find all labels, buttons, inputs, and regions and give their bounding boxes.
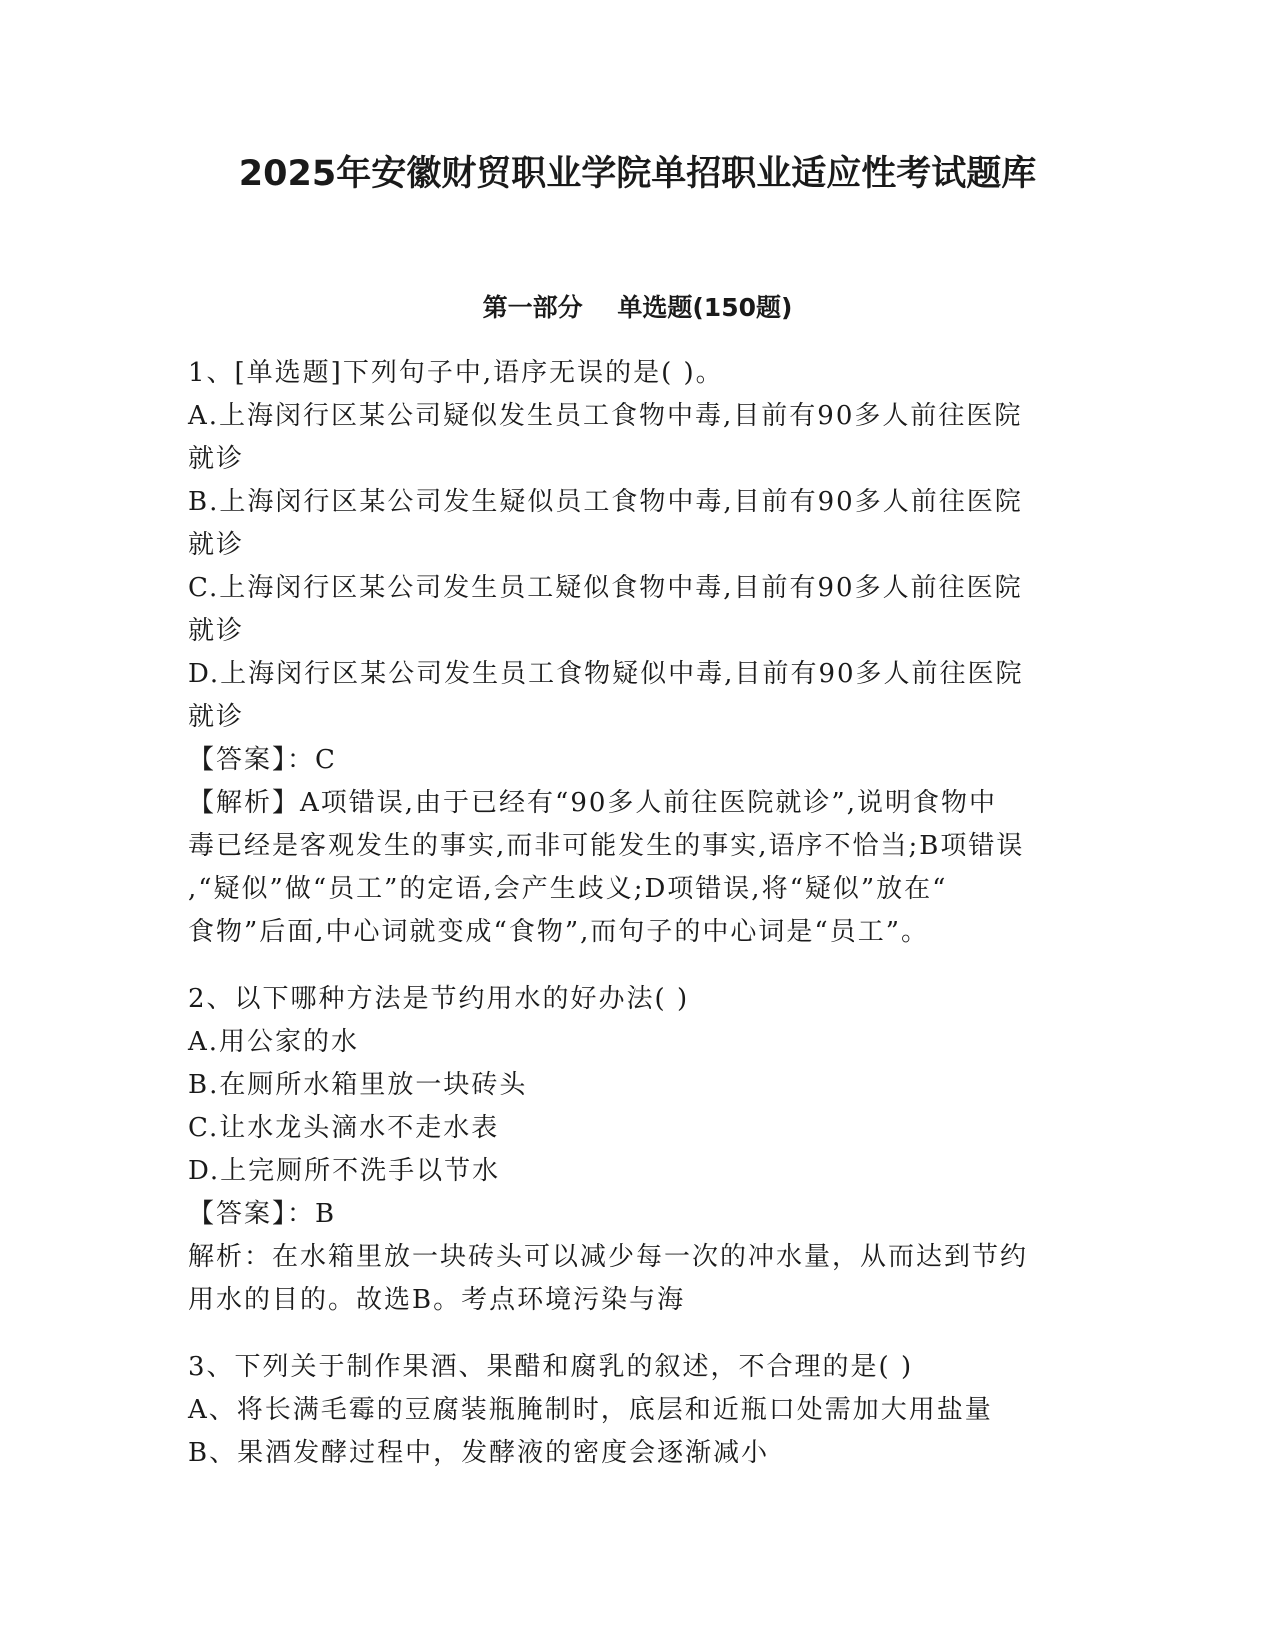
question-2-option-b: B.在厕所水箱里放一块砖头 bbox=[188, 1070, 528, 1100]
question-1-option-c-cont: 就诊 bbox=[188, 616, 245, 646]
question-3 bbox=[188, 1346, 1088, 1475]
question-1-option-b-cont: 就诊 bbox=[188, 530, 245, 560]
question-1-option-d-cont: 就诊 bbox=[188, 702, 245, 732]
question-3-option-a: A、将长满毛霉的豆腐装瓶腌制时，底层和近瓶口处需加大用盐量 bbox=[188, 1395, 993, 1425]
question-2-explanation-2: 用水的目的。故选B。考点环境污染与海 bbox=[188, 1285, 686, 1315]
question-1 bbox=[188, 352, 1088, 954]
question-1-stem: 1、[单选题]下列句子中,语序无误的是( )。 bbox=[188, 358, 724, 388]
question-spacer bbox=[188, 1322, 1088, 1346]
question-1-option-d: D.上海闵行区某公司发生员工食物疑似中毒,目前有90多人前往医院 bbox=[188, 659, 1024, 689]
question-2-explanation-1: 解析：在水箱里放一块砖头可以减少每一次的冲水量，从而达到节约 bbox=[188, 1242, 1029, 1272]
question-1-explanation-3: ,“疑似”做“员工”的定语,会产生歧义;D项错误,将“疑似”放在“ bbox=[188, 874, 948, 904]
question-1-option-a-cont: 就诊 bbox=[188, 444, 245, 474]
question-1-option-c: C.上海闵行区某公司发生员工疑似食物中毒,目前有90多人前往医院 bbox=[188, 573, 1023, 603]
question-3-option-b: B、果酒发酵过程中，发酵液的密度会逐渐减小 bbox=[188, 1438, 770, 1468]
question-2 bbox=[188, 978, 1088, 1322]
question-2-option-c: C.让水龙头滴水不走水表 bbox=[188, 1113, 500, 1143]
question-1-explanation-4: 食物”后面,中心词就变成“食物”,而句子的中心词是“员工”。 bbox=[188, 917, 929, 947]
question-1-answer: 【答案】：C bbox=[188, 745, 337, 775]
question-1-explanation-1: 【解析】A项错误,由于已经有“90多人前往医院就诊”,说明食物中 bbox=[188, 788, 997, 818]
question-1-option-a: A.上海闵行区某公司疑似发生员工食物中毒,目前有90多人前往医院 bbox=[188, 401, 1023, 431]
question-2-option-a: A.用公家的水 bbox=[188, 1027, 360, 1057]
question-list bbox=[188, 352, 1088, 1475]
question-2-answer: 【答案】：B bbox=[188, 1199, 337, 1229]
question-2-stem: 2、以下哪种方法是节约用水的好办法( ) bbox=[188, 984, 690, 1014]
question-3-stem: 3、下列关于制作果酒、果醋和腐乳的叙述，不合理的是( ) bbox=[188, 1352, 914, 1382]
question-1-option-b: B.上海闵行区某公司发生疑似员工食物中毒,目前有90多人前往医院 bbox=[188, 487, 1023, 517]
question-1-explanation-2: 毒已经是客观发生的事实,而非可能发生的事实,语序不恰当;B项错误 bbox=[188, 831, 1025, 861]
question-2-option-d: D.上完厕所不洗手以节水 bbox=[188, 1156, 501, 1186]
section-heading: 第一部分 单选题(150题) bbox=[482, 293, 793, 322]
question-spacer bbox=[188, 954, 1088, 978]
document-title: 2025年安徽财贸职业学院单招职业适应性考试题库 bbox=[238, 154, 1037, 194]
